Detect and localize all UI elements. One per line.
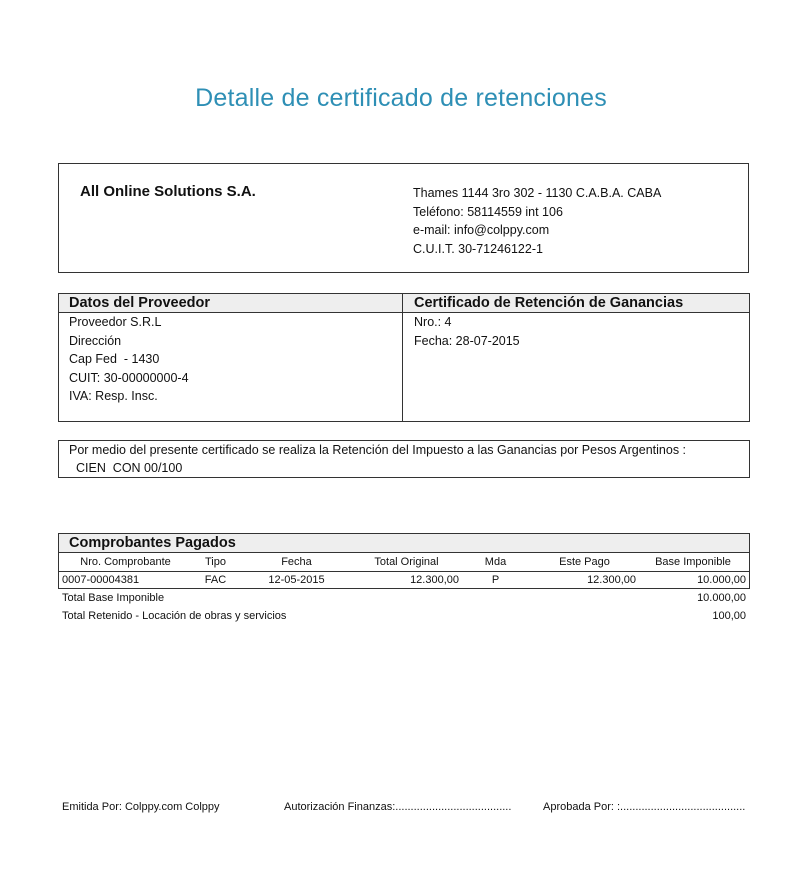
company-phone: Teléfono: 58114559 int 106 (413, 204, 563, 219)
company-box (58, 163, 749, 273)
comprobantes-table (58, 533, 750, 589)
certificado-fecha: Fecha: 28-07-2015 (414, 333, 520, 348)
total-base-label: Total Base Imponible (62, 592, 165, 604)
footer-autorizacion: Autorización Finanzas:...................................... (284, 801, 512, 813)
table-header-row (59, 553, 749, 572)
proveedor-address: Dirección (69, 333, 122, 348)
total-retenido-value: 100,00 (712, 610, 746, 622)
footer-emitida: Emitida Por: Colppy.com Colppy (62, 801, 220, 813)
cell-base: 10.000,00 (697, 574, 746, 586)
proveedor-iva: IVA: Resp. Insc. (69, 389, 158, 403)
certificado-details (414, 313, 520, 350)
proveedor-city: Cap Fed - 1430 (69, 352, 160, 366)
col-header-fecha: Fecha (281, 556, 312, 568)
cell-mda: P (491, 574, 500, 586)
company-email: e-mail: info@colppy.com (413, 223, 550, 237)
comprobantes-header: Comprobantes Pagados (69, 535, 236, 551)
proveedor-details (69, 313, 189, 406)
col-header-mda: Mda (484, 556, 507, 568)
cell-tipo: FAC (204, 574, 227, 586)
cell-fecha: 12-05-2015 (268, 574, 325, 586)
retention-notice (58, 440, 750, 478)
col-header-tipo: Tipo (205, 556, 226, 568)
col-header-pago: Este Pago (559, 556, 610, 568)
company-info (413, 184, 661, 258)
column-divider (402, 294, 403, 421)
company-cuit: C.U.I.T. 30-71246122-1 (413, 241, 543, 256)
notice-amount-words: CIEN CON 00/100 (76, 461, 183, 475)
page-title: Detalle de certificado de retenciones (195, 84, 607, 112)
total-retenido-label: Total Retenido - Locación de obras y servicios (62, 610, 287, 622)
company-address: Thames 1144 3ro 302 - 1130 C.A.B.A. CABA (413, 186, 662, 200)
cell-nro: 0007-00004381 (62, 574, 140, 586)
proveedor-certificado-box (58, 293, 750, 422)
cell-pago: 12.300,00 (587, 574, 636, 586)
total-base-value: 10.000,00 (697, 592, 746, 604)
col-header-base: Base Imponible (655, 556, 731, 568)
proveedor-name: Proveedor S.R.L (69, 315, 162, 329)
footer-aprobada: Aprobada Por: :......................................... (543, 801, 746, 813)
company-name: All Online Solutions S.A. (80, 183, 256, 200)
certificado-nro: Nro.: 4 (414, 315, 452, 329)
notice-text: Por medio del presente certificado se realiza la Retención del Impuesto a las Ganancias por Pesos Argentinos : (69, 443, 687, 457)
proveedor-header: Datos del Proveedor (69, 295, 211, 311)
col-header-nro: Nro. Comprobante (80, 556, 171, 568)
certificado-header: Certificado de Retención de Ganancias (414, 295, 684, 311)
proveedor-cuit: CUIT: 30-00000000-4 (69, 370, 189, 385)
col-header-total: Total Original (374, 556, 439, 568)
cell-total: 12.300,00 (410, 574, 459, 586)
table-row (59, 572, 749, 589)
